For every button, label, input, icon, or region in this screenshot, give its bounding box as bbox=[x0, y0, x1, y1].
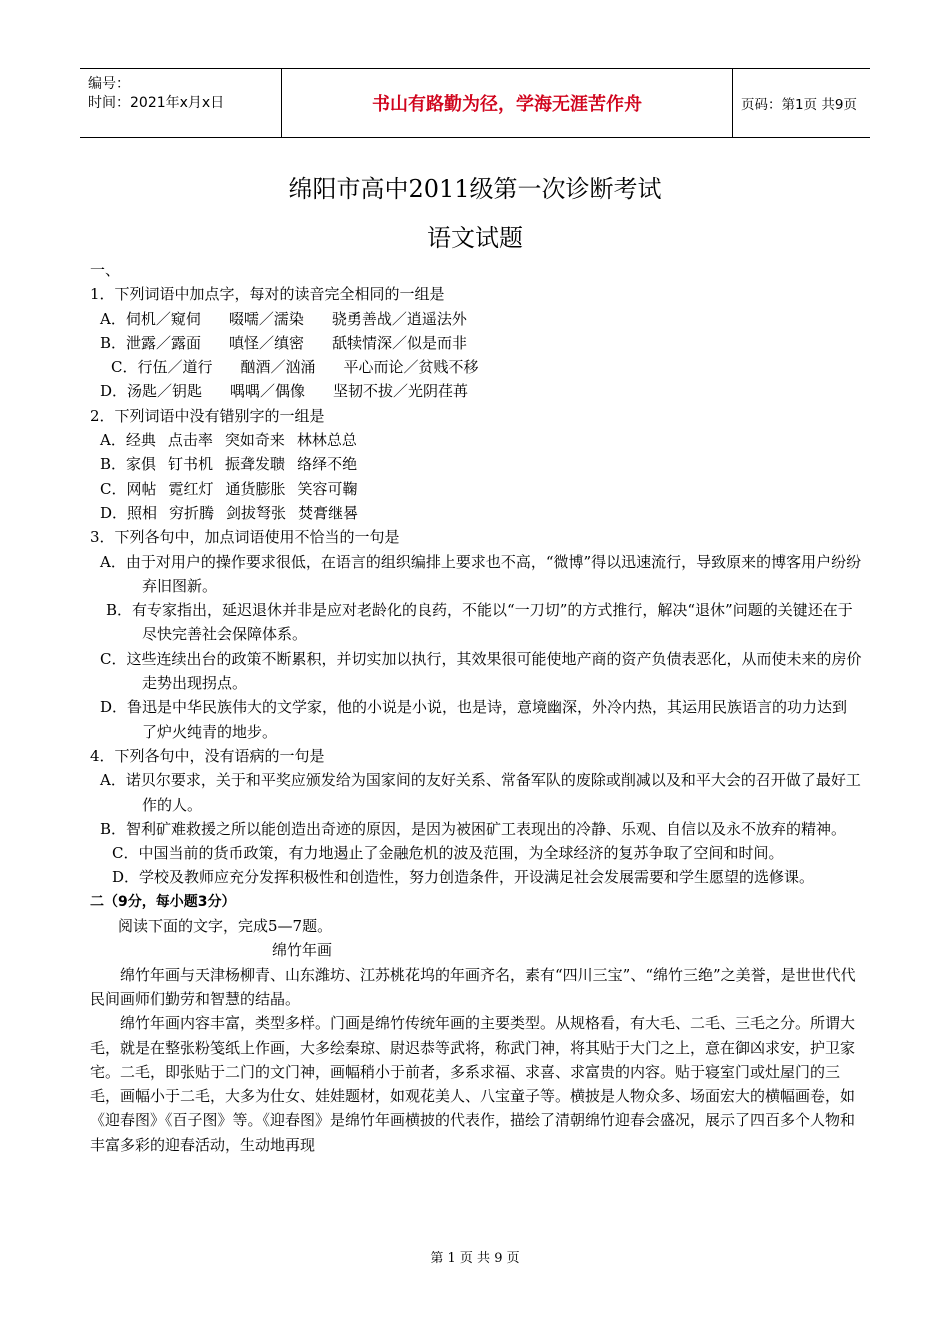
q1-a-1: A．伺机／窥伺 bbox=[100, 309, 201, 328]
q2-c-4: 笑容可鞠 bbox=[297, 479, 358, 498]
header-meta bbox=[80, 69, 280, 137]
q1-d-2: 喁喁／偶像 bbox=[230, 382, 306, 401]
q4-option-c: C．中国当前的货币政策，有力地遏止了金融危机的波及范围，为全球经济的复苏争取了空间和时间。 bbox=[112, 844, 784, 863]
article-paragraph-2: 绵竹年画内容丰富，类型多样。门画是绵竹传统年画的主要类型。从规格看，有大毛、二毛、三毛之分。所谓大毛，就是在整张粉笺纸上作画，大多绘秦琼、尉迟恭等武将，称武门神，将其贴于大门之上，意在御凶求安，护卫家宅。二毛，即张贴于二门的文门神，画幅稍小于前者，多系求福、求喜、求富贵的内容。贴于寝室门或灶屋门的三毛，画幅小于二毛，大多为仕女、娃娃题材，如观花美人、八宝童子等。横披是人物众多、场面宏大的横幅画卷，如《迎春图》《百子图》等。《迎春图》是绵竹年画横披的代表作，描绘了清朝绵竹迎春会盛况，展示了四百多个人物和丰富多彩的迎春活动，生动地再现 bbox=[90, 1014, 856, 1154]
q1-b-2: 嗔怪／缜密 bbox=[229, 333, 305, 352]
q2-option-c bbox=[90, 477, 862, 501]
q4-option-a: A．诺贝尔要求，关于和平奖应颁发给为国家间的友好关系、常备军队的废除或削减以及和平大会的召开做了最好工作的人。 bbox=[100, 771, 861, 814]
q2-stem: 2．下列词语中没有错别字的一组是 bbox=[90, 406, 325, 425]
q2-c-1: C．网帖 bbox=[100, 479, 157, 498]
q4-option-d: D．学校及教师应充分发挥积极性和创造性，努力创造条件，开设满足社会发展需要和学生愿望的选修课。 bbox=[112, 868, 815, 887]
q3-option-a: A．由于对用户的操作要求很低，在语言的组织编排上要求也不高，“微博”得以迅速流行，导致原来的博客用户纷纷弃旧图新。 bbox=[100, 552, 862, 595]
q2-b-2: 钉书机 bbox=[168, 455, 214, 474]
q2-a-3: 突如奇来 bbox=[224, 431, 285, 450]
q2-d-2: 穷折腾 bbox=[169, 503, 215, 522]
q3-option-d: D．鲁迅是中华民族伟大的文学家，他的小说是小说，也是诗，意境幽深，外冷内热，其运用民族语言的功力达到了炉火纯青的地步。 bbox=[100, 698, 848, 741]
q2-a-1: A．经典 bbox=[100, 431, 156, 450]
q1-b-1: B．泄露／露面 bbox=[100, 333, 202, 352]
q4-option-b: B．智利矿难救援之所以能创造出奇迹的原因，是因为被困矿工表现出的冷静、乐观、自信以及永不放弃的精神。 bbox=[100, 819, 847, 838]
q2-option-a bbox=[90, 428, 862, 452]
page-header bbox=[80, 68, 870, 138]
section2-heading: 二（9分，每小题3分） bbox=[90, 893, 236, 910]
q2-d-4: 焚膏继晷 bbox=[298, 503, 359, 522]
q1-a-3: 骁勇善战／逍遥法外 bbox=[331, 309, 467, 328]
q2-b-1: B．家俱 bbox=[100, 455, 157, 474]
exam-content bbox=[90, 258, 862, 1157]
section1-heading: 一、 bbox=[90, 261, 121, 279]
date-label: 时间：2021年x月x日 bbox=[88, 95, 225, 111]
q2-d-3: 剑拔弩张 bbox=[226, 503, 287, 522]
q2-a-4: 林林总总 bbox=[296, 431, 357, 450]
q1-a-2: 啜嚅／濡染 bbox=[228, 309, 304, 328]
page-title: 绵阳市高中2011级第一次诊断考试 bbox=[288, 175, 662, 203]
q1-option-a bbox=[90, 307, 862, 331]
q1-option-b bbox=[90, 331, 862, 355]
q3-option-b: B．有专家指出，延迟退休并非是应对老龄化的良药，不能以“一刀切”的方式推行，解决“退休”问题的关键还在于尽快完善社会保障体系。 bbox=[106, 601, 853, 644]
q1-c-2: 酗酒／汹涌 bbox=[240, 358, 316, 377]
q1-c-1: C．行伍／道行 bbox=[111, 358, 213, 377]
q2-c-3: 通货膨胀 bbox=[225, 479, 286, 498]
q3-option-c: C．这些连续出台的政策不断累积，并切实加以执行，其效果很可能使地产商的资产负债表恶化，从而使未来的房价走势出现拐点。 bbox=[100, 649, 862, 693]
article-title: 绵竹年画 bbox=[272, 941, 333, 960]
q1-d-3: 坚韧不拔／光阴荏苒 bbox=[333, 382, 469, 401]
q1-d-1: D．汤匙／钥匙 bbox=[100, 382, 203, 401]
q2-b-4: 络绎不绝 bbox=[297, 455, 358, 474]
q2-b-3: 振聋发聩 bbox=[225, 455, 286, 474]
q2-c-2: 霓红灯 bbox=[168, 479, 214, 498]
q2-d-1: D．照相 bbox=[100, 503, 158, 522]
page-footer: 第 1 页 共 9 页 bbox=[430, 1251, 520, 1266]
header-page-info: 页码：第1页 共9页 bbox=[741, 97, 857, 113]
q1-c-3: 平心而论／贫贱不移 bbox=[343, 358, 479, 377]
q1-option-c bbox=[90, 355, 862, 379]
page-subtitle: 语文试题 bbox=[427, 224, 523, 252]
article-paragraph-1: 绵竹年画与天津杨柳青、山东潍坊、江苏桃花坞的年画齐名，素有“四川三宝”、“绵竹三绝”之美誉，是世世代代民间画师们勤劳和智慧的结晶。 bbox=[90, 965, 856, 1008]
header-motto: 书山有路勤为径，学海无涯苦作舟 bbox=[281, 69, 733, 137]
q1-b-3: 舐犊情深／似是而非 bbox=[332, 333, 468, 352]
section2-instruction: 阅读下面的文字，完成5—7题。 bbox=[118, 917, 333, 936]
q2-a-2: 点击率 bbox=[167, 431, 213, 450]
q2-option-b bbox=[90, 452, 862, 476]
q4-stem: 4．下列各句中，没有语病的一句是 bbox=[90, 746, 325, 765]
q1-stem: 1．下列词语中加点字，每对的读音完全相同的一组是 bbox=[90, 285, 445, 304]
q2-option-d bbox=[90, 501, 862, 525]
q3-stem: 3．下列各句中，加点词语使用不恰当的一句是 bbox=[90, 528, 400, 547]
q1-option-d bbox=[90, 379, 862, 403]
number-label: 编号： bbox=[88, 76, 130, 92]
